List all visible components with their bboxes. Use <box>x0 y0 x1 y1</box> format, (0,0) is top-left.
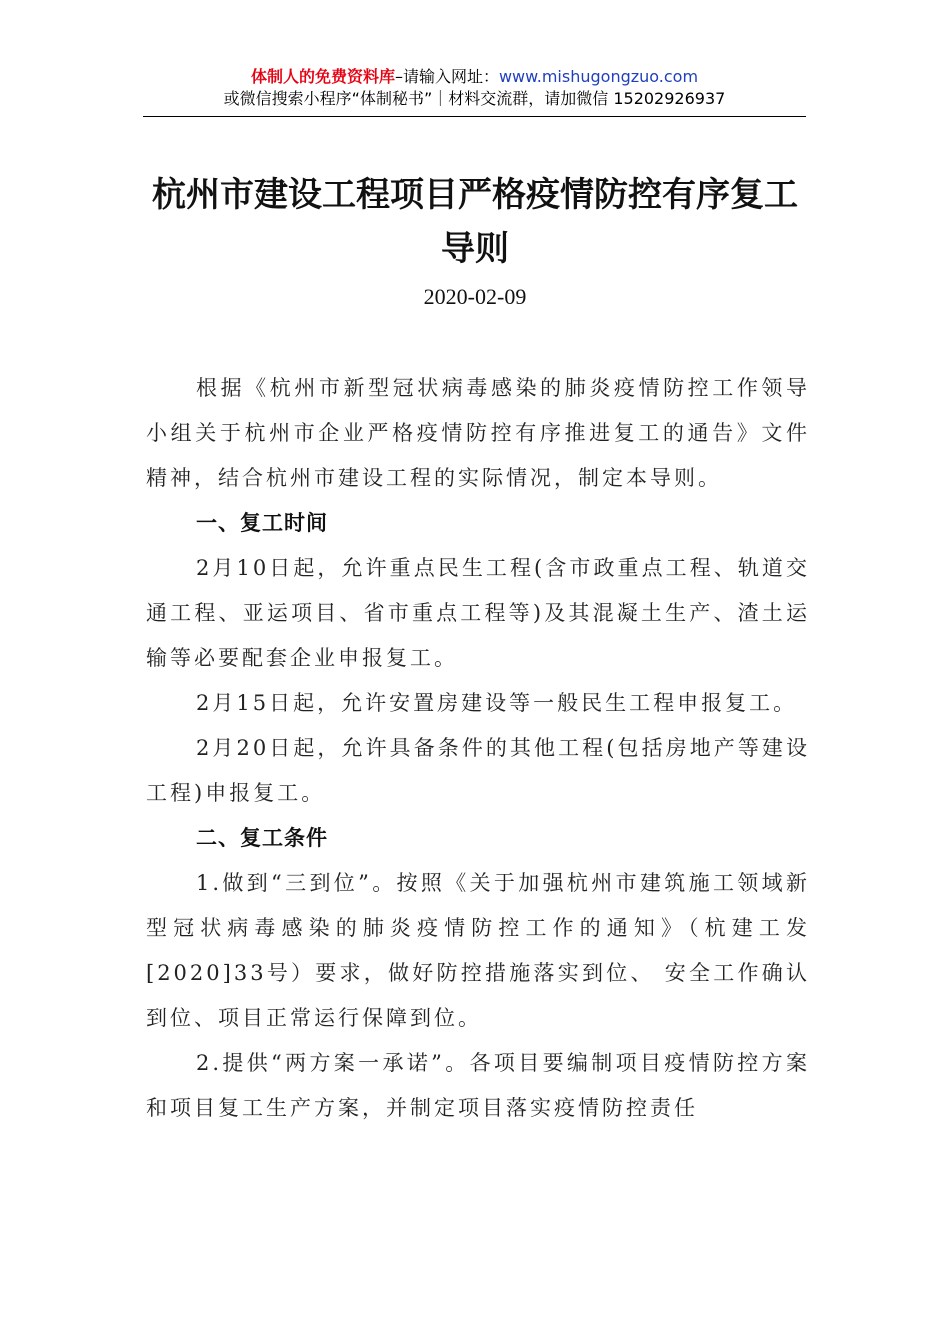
paragraph: 1.做到“三到位”。按照《关于加强杭州市建筑施工领域新型冠状病毒感染的肺炎疫情防控工作的通知》（杭建工发[2020]33号）要求，做好防控措施落实到位、 安全工作确认到位、项目正常运行保障到位。 <box>146 871 810 1030</box>
page-header <box>143 66 806 110</box>
header-line-1 <box>143 66 806 88</box>
header-prompt: –请输入网址： <box>394 67 499 86</box>
header-url-link[interactable]: www.mishugongzuo.com <box>498 67 699 86</box>
header-line-2: 或微信搜索小程序“体制秘书”｜材料交流群，请加微信 15202926937 <box>223 89 726 108</box>
document-body <box>146 366 810 1131</box>
header-divider <box>143 116 806 117</box>
section-heading-resume-conditions: 二、复工条件 <box>196 826 328 850</box>
document-date: 2020-02-09 <box>423 284 527 309</box>
paragraph: 2.提供“两方案一承诺”。各项目要编制项目疫情防控方案和项目复工生产方案，并制定项目落实疫情防控责任 <box>146 1051 810 1120</box>
header-brand: 体制人的免费资料库 <box>250 67 395 86</box>
paragraph: 2月10日起，允许重点民生工程(含市政重点工程、轨道交通工程、亚运项目、省市重点工程等)及其混凝土生产、渣土运输等必要配套企业申报复工。 <box>146 556 810 670</box>
paragraph: 2月20日起，允许具备条件的其他工程(包括房地产等建设工程)申报复工。 <box>146 736 810 805</box>
section-heading-resume-time: 一、复工时间 <box>196 511 328 535</box>
document-title: 杭州市建设工程项目严格疫情防控有序复工导则 <box>152 175 798 269</box>
intro-paragraph: 根据《杭州市新型冠状病毒感染的肺炎疫情防控工作领导小组关于杭州市企业严格疫情防控有序推进复工的通告》文件精神，结合杭州市建设工程的实际情况，制定本导则。 <box>146 376 810 490</box>
paragraph: 2月15日起，允许安置房建设等一般民生工程申报复工。 <box>196 691 798 715</box>
